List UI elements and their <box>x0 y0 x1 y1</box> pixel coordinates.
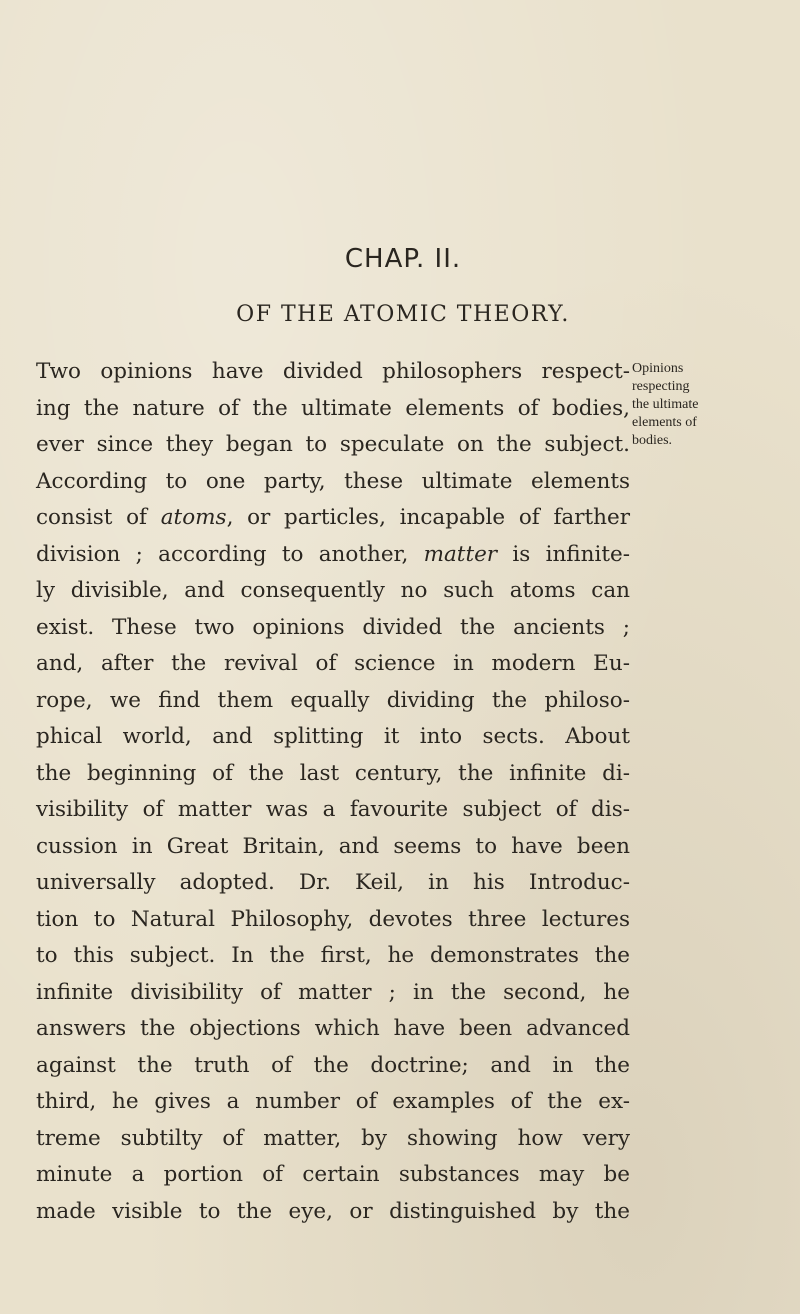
text-line: Two opinions have divided philosophers respect- <box>36 359 630 384</box>
body-text <box>36 354 630 1230</box>
text-line: According to one party, these ultimate elements <box>36 468 630 494</box>
text-line: cussion in Great Britain, and seems to have been <box>36 833 630 859</box>
marginal-note-line: respecting <box>632 379 690 394</box>
text-line: visibility of matter was a favourite subject of dis- <box>36 797 630 822</box>
text-line: third, he gives a number of examples of the ex- <box>36 1089 630 1114</box>
marginal-note-line: bodies. <box>632 433 673 448</box>
text-line: consist of atoms, or particles, incapable of farther <box>36 505 630 530</box>
chapter-heading: CHAP. II. <box>344 244 462 274</box>
text-line: ing the nature of the ultimate elements of bodies, <box>36 395 630 421</box>
text-line: and, after the revival of science in modern Eu- <box>36 651 630 676</box>
text-line: universally adopted. Dr. Keil, in his Introduc- <box>36 870 630 895</box>
text-line: tion to Natural Philosophy, devotes three lectures <box>36 906 630 932</box>
marginal-note-line: Opinions <box>632 361 684 376</box>
text-line: against the truth of the doctrine; and in the <box>36 1052 630 1078</box>
text-line: ly divisible, and consequently no such atoms can <box>36 578 630 603</box>
text-line: infinite divisibility of matter ; in the second, he <box>36 979 630 1005</box>
text-line: answers the objections which have been advanced <box>36 1016 630 1041</box>
chapter-title: OF THE ATOMIC THEORY. <box>236 302 570 327</box>
text-line: ever since they began to speculate on the subject. <box>36 432 630 457</box>
marginal-note <box>632 360 796 450</box>
marginal-note-line: elements of <box>632 415 697 430</box>
text-line: division ; according to another, matter is infinite- <box>36 541 630 567</box>
text-line: made visible to the eye, or distinguished by the <box>36 1198 630 1224</box>
text-line: phical world, and splitting it into sects. About <box>36 724 630 749</box>
text-line: the beginning of the last century, the infinite di- <box>36 760 630 786</box>
text-line: exist. These two opinions divided the ancients ; <box>36 614 630 640</box>
text-line: to this subject. In the first, he demonstrates the <box>36 943 630 968</box>
marginal-note-line: the ultimate <box>632 397 699 412</box>
text-line: rope, we find them equally dividing the philoso- <box>36 687 630 713</box>
text-line: treme subtilty of matter, by showing how very <box>36 1125 630 1151</box>
text-line: minute a portion of certain substances may be <box>36 1162 630 1187</box>
